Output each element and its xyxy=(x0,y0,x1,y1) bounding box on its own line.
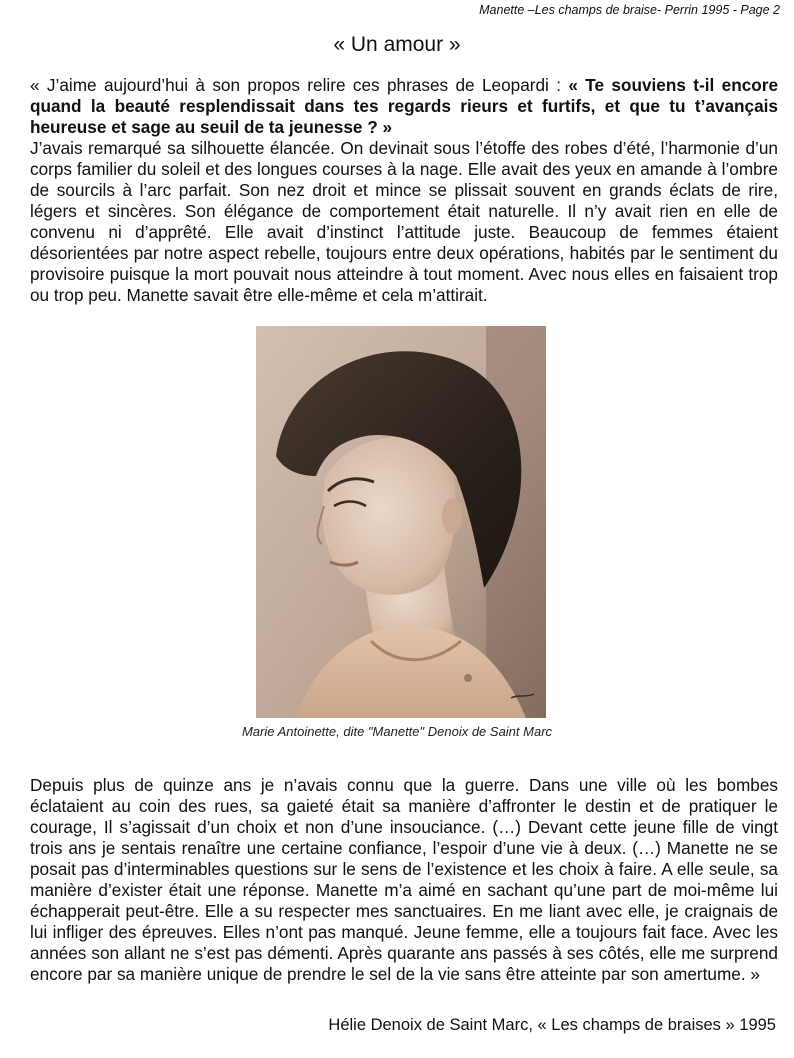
running-header: Manette –Les champs de braise- Perrin 1995 - Page 2 xyxy=(479,3,780,17)
page-title: « Un amour » xyxy=(333,33,461,56)
intro-paragraph xyxy=(30,75,778,138)
portrait-photo xyxy=(256,326,546,718)
intro-lead-text: « J’aime aujourd’hui à son propos relire ces phrases de Leopardi : xyxy=(30,75,569,95)
signature-attribution: Hélie Denoix de Saint Marc, « Les champs de braises » 1995 xyxy=(328,1016,776,1034)
leopardi-quote: « Te souviens t-il encore quand la beauté resplendissait dans tes regards rieurs et furtifs, et que tu t’avançais heureuse et sage au seuil de ta jeunesse ? » xyxy=(30,75,779,137)
description-paragraph: J’avais remarqué sa silhouette élancée. On devinait sous l’étoffe des robes d’été, l’harmonie d’un corps familier du soleil et des longues courses à la nage. Elle avait des yeux en amande à l’ombre de sourcils à l’arc parfait. Son nez droit et mince se plissait souvent en grands éclats de rire, légers et sincères. Son élégance de comportement était naturelle. Il n’y avait rien en elle de convenu ni d’apprêté. Elle avait d’instinct l’attitude juste. Beaucoup de femmes étaient désorientées par notre aspect rebelle, toujours entre deux opérations, habités par le sentiment du provisoire puisque la mort pouvait nous atteindre à tout moment. Avec nous elles en faisaient trop ou trop peu. Manette savait être elle-même et cela m’attirait. xyxy=(30,138,778,305)
photo-caption: Marie Antoinette, dite "Manette" Denoix de Saint Marc xyxy=(241,724,553,739)
closing-paragraph: Depuis plus de quinze ans je n’avais connu que la guerre. Dans une ville où les bombes éclataient au coin des rues, sa gaieté était sa manière d’affronter le destin et de pratiquer le courage, Il s’agissait d’un choix et non d’une insouciance. (…) Devant cette jeune fille de vingt trois ans je sentais renaître une certaine confiance, l’espoir d’une vie à deux. (…) Manette ne se posait pas d’interminables questions sur le sens de l’existence et les choix à faire. A elle seule, sa manière d’exister était une réponse. Manette m’a aimé en sachant qu’une part de moi-même lui échapperait peut-être. Elle a su respecter mes sanctuaires. En me liant avec elle, je craignais de lui infliger des épreuves. Elles n’ont pas manqué. Jeune femme, elle a toujours fait face. Avec les années son allant ne s’est pas démenti. Après quarante ans passés à ses côtés, elle me surprend encore par sa manière unique de prendre le sel de la vie sans être atteinte par son amertume. » xyxy=(30,775,778,984)
